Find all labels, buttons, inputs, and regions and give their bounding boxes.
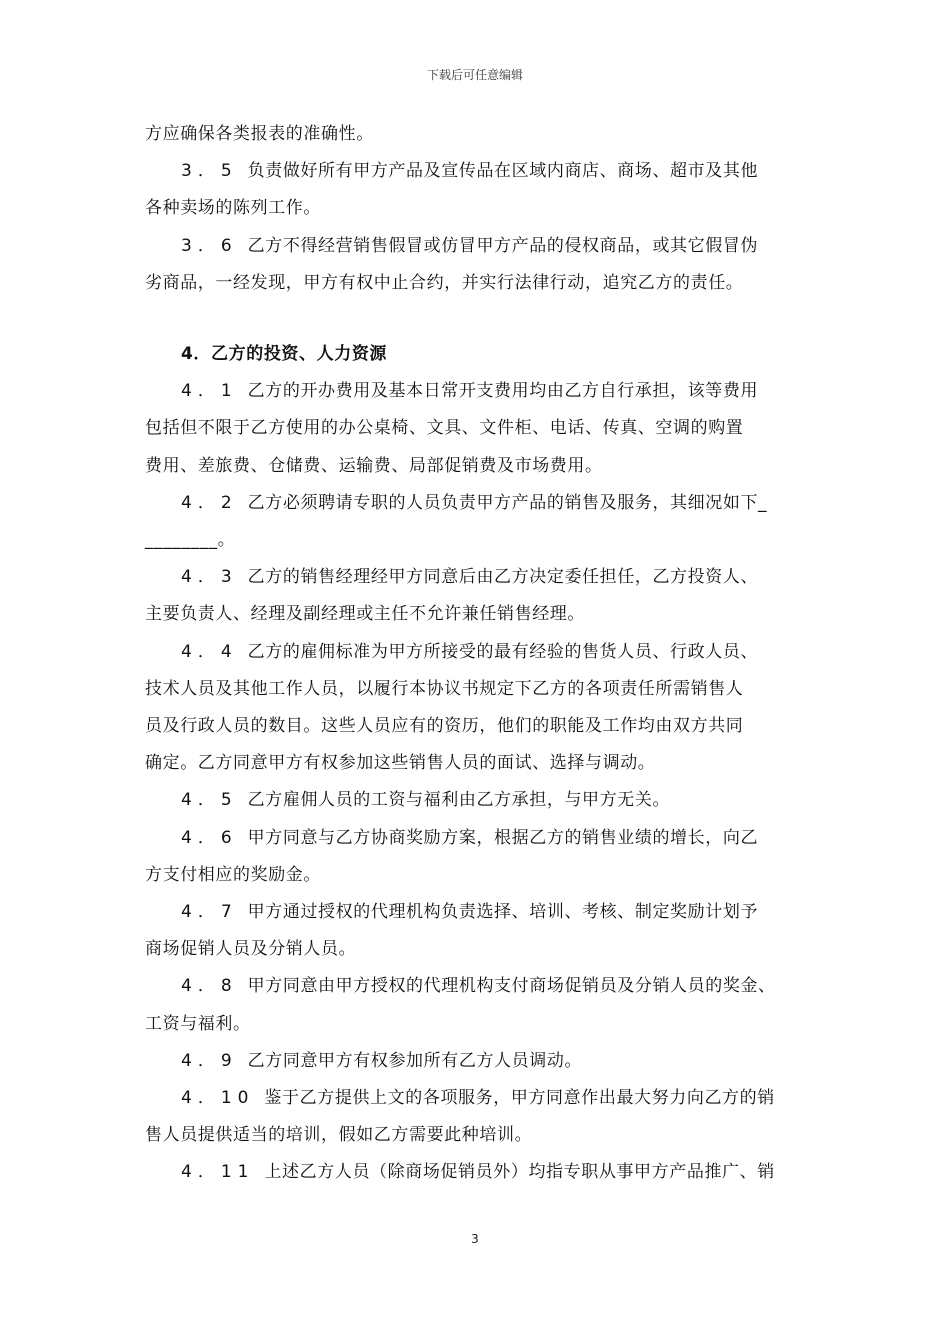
clause-text: 负责做好所有甲方产品及宣传品在区域内商店、商场、超市及其他 [247,161,759,182]
clause-4-11 [145,1154,810,1191]
page-number: 3 [471,1232,479,1246]
text-line: 包括但不限于乙方使用的办公桌椅、文具、文件柜、电话、传真、空调的购置 [145,418,744,439]
clause-number: 3．6 [181,235,238,256]
text-line: 员及行政人员的数目。这些人员应有的资历，他们的职能及工作均由双方共同 [145,716,744,737]
clause-number: 4．5 [181,790,238,811]
clause-number: 4．10 [181,1088,255,1109]
clause-4-10 [145,1080,810,1117]
text-line: 售人员提供适当的培训，假如乙方需要此种培训。 [145,1125,533,1146]
clause-number: 4．7 [181,902,238,923]
clause-number: 4．8 [181,976,238,997]
text-line: 主要负责人、经理及副经理或主任不允许兼任销售经理。 [145,604,585,625]
clause-text: 乙方的开办费用及基本日常开支费用均由乙方自行承担，该等费用 [247,381,759,402]
clause-text: 甲方通过授权的代理机构负责选择、培训、考核、制定奖励计划予 [247,902,759,923]
text-line: 方支付相应的奖励金。 [145,864,321,885]
clause-number: 3．5 [181,161,238,182]
text-line: ________。 [145,530,236,551]
clause-number: 4．2 [181,492,238,513]
clause-4-1 [145,373,810,410]
text-line: 确定。乙方同意甲方有权参加这些销售人员的面试、选择与调动。 [145,753,656,774]
clause-number: 4．3 [181,567,238,588]
document-body [145,116,810,1192]
clause-number: 4．11 [181,1162,255,1183]
clause-text: 鉴于乙方提供上文的各项服务，甲方同意作出最大努力向乙方的销 [264,1088,775,1109]
text-line: 劣商品，一经发现，甲方有权中止合约，并实行法律行动，追究乙方的责任。 [145,272,744,293]
text-line: 工资与福利。 [145,1013,251,1034]
clause-3-5 [145,153,810,190]
clause-text: 甲方同意与乙方协商奖励方案，根据乙方的销售业绩的增长，向乙 [247,827,759,848]
section-title: 4．乙方的投资、人力资源 [181,344,388,365]
clause-4-8 [145,968,810,1005]
clause-4-5 [145,782,810,819]
page-header: 下载后可任意编辑 [426,68,523,82]
text-line: 费用、差旅费、仓储费、运输费、局部促销费及市场费用。 [145,455,603,476]
clause-text: 乙方雇佣人员的工资与福利由乙方承担，与甲方无关。 [247,790,671,811]
clause-3-6 [145,228,810,265]
clause-number: 4．6 [181,827,238,848]
clause-4-9 [145,1043,810,1080]
clause-4-2 [145,485,810,522]
clause-4-6 [145,820,810,857]
clause-text: 上述乙方人员（除商场促销员外）均指专职从事甲方产品推广、销 [264,1162,775,1183]
clause-text: 乙方必须聘请专职的人员负责甲方产品的销售及服务，其细况如下_ [247,492,768,513]
clause-text: 乙方同意甲方有权参加所有乙方人员调动。 [247,1050,583,1071]
clause-4-7 [145,894,810,931]
text-line: 各种卖场的陈列工作。 [145,198,321,219]
clause-4-4 [145,634,810,671]
clause-text: 甲方同意由甲方授权的代理机构支付商场促销员及分销人员的奖金、 [247,976,776,997]
text-line: 方应确保各类报表的准确性。 [145,124,374,144]
clause-number: 4．1 [181,381,238,402]
clause-text: 乙方的雇佣标准为甲方所接受的最有经验的售货人员、行政人员、 [247,641,759,662]
clause-number: 4．9 [181,1050,238,1071]
clause-4-3 [145,559,810,596]
clause-number: 4．4 [181,641,238,662]
text-line: 商场促销人员及分销人员。 [145,939,357,960]
text-line: 技术人员及其他工作人员，以履行本协议书规定下乙方的各项责任所需销售人 [145,678,744,699]
clause-text: 乙方的销售经理经甲方同意后由乙方决定委任担任，乙方投资人、 [247,567,759,588]
clause-text: 乙方不得经营销售假冒或仿冒甲方产品的侵权商品，或其它假冒伪 [247,235,759,256]
